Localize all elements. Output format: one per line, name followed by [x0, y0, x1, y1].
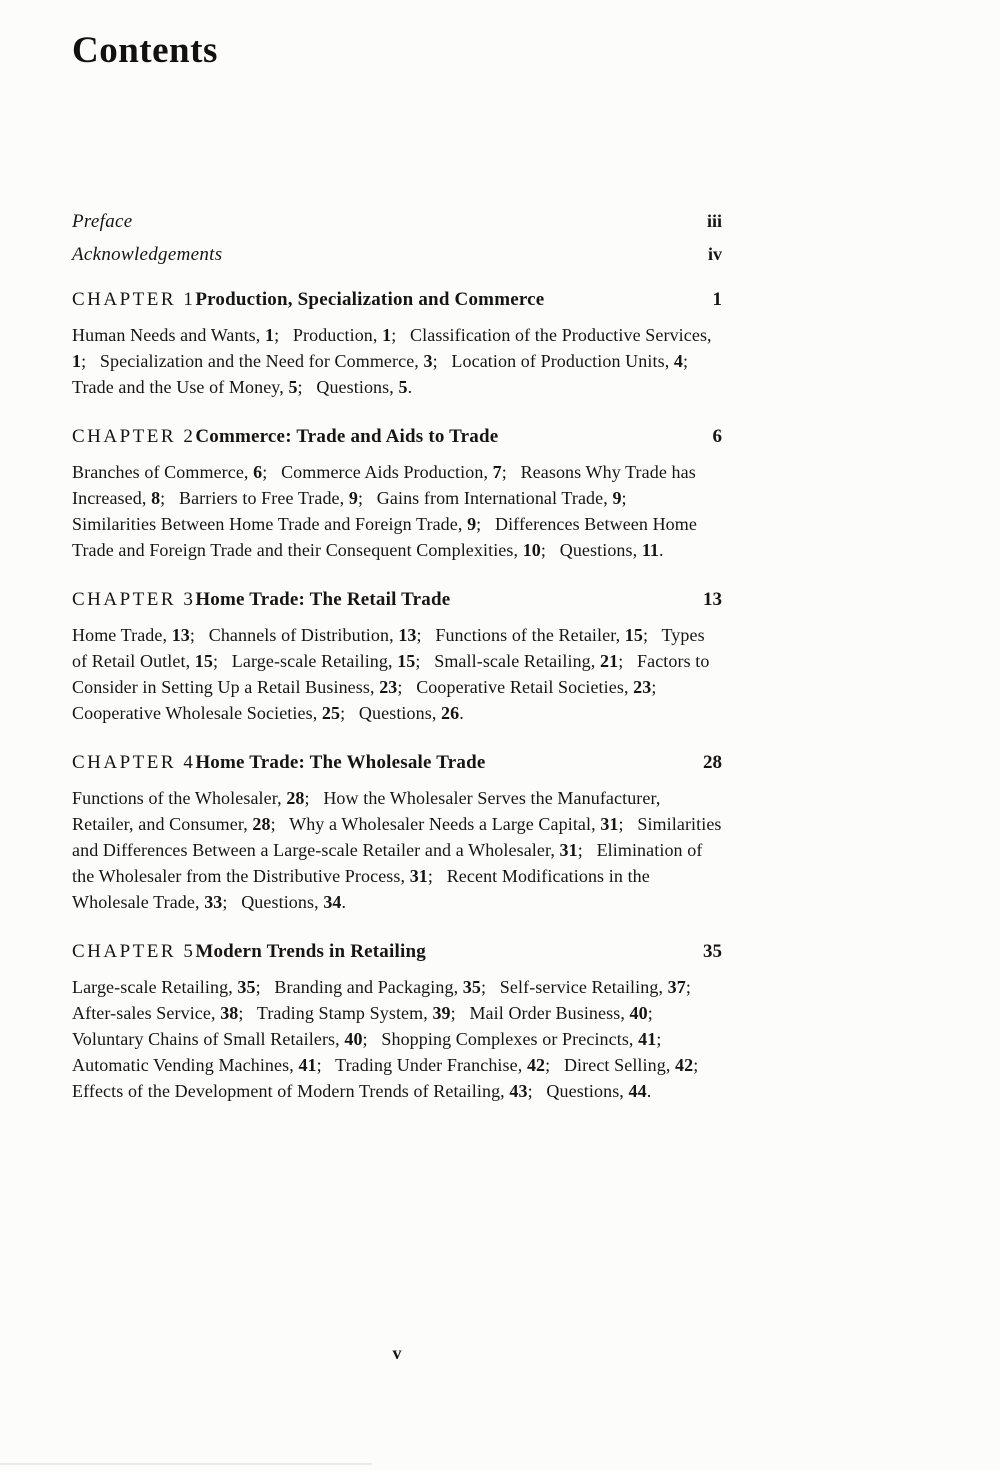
topic-entry: Why a Wholesaler Needs a Large Capital, 31; — [289, 814, 633, 834]
chapter-topics — [72, 622, 722, 726]
topic-page-number: 9 — [467, 514, 477, 534]
topic-entry: After-sales Service, 38; — [72, 1003, 253, 1023]
front-matter-list — [72, 205, 722, 271]
topic-entry: Types of Retail Outlet, 15; — [72, 625, 705, 671]
topic-entry: Voluntary Chains of Small Retailers, 40; — [72, 1029, 377, 1049]
topic-page-number: 3 — [423, 351, 433, 371]
topic-entry: Reasons Why Trade has Increased, 8; — [72, 462, 696, 508]
chapter-title: Home Trade: The Wholesale Trade — [195, 752, 486, 773]
topic-page-number: 40 — [629, 1003, 648, 1023]
topic-entry: Differences Between Home Trade and Foreign Trade and their Consequent Complexities, 10; — [72, 514, 697, 560]
topic-page-number: 28 — [286, 788, 305, 808]
topic-entry: Trading Stamp System, 39; — [256, 1003, 465, 1023]
topic-page-number: 34 — [323, 892, 342, 912]
topic-page-number: 15 — [624, 625, 643, 645]
front-matter-row — [72, 238, 722, 271]
topic-page-number: 4 — [673, 351, 684, 371]
topic-page-number: 31 — [409, 866, 428, 886]
topic-entry: Cooperative Retail Societies, 23; — [416, 677, 666, 697]
topic-page-number: 13 — [398, 625, 417, 645]
topic-page-number: 25 — [321, 703, 341, 723]
topic-page-number: 9 — [348, 488, 358, 508]
chapter-topics — [72, 785, 722, 915]
front-matter-label: Preface — [72, 211, 133, 232]
topic-page-number: 10 — [522, 540, 541, 560]
topic-entry: Gains from International Trade, 9; — [376, 488, 636, 508]
topic-page-number: 13 — [171, 625, 190, 645]
topic-page-number: 41 — [298, 1055, 317, 1075]
chapter-number: CHAPTER 2 — [72, 426, 196, 447]
topic-entry: Questions, 34. — [241, 892, 347, 912]
chapter-page: 13 — [703, 589, 722, 610]
topic-entry: Commerce Aids Production, 7; — [281, 462, 516, 482]
chapter-heading — [72, 750, 722, 776]
chapter-number: CHAPTER 5 — [72, 941, 196, 962]
chapter-title: Commerce: Trade and Aids to Trade — [195, 426, 499, 447]
topic-page-number: 1 — [264, 325, 275, 345]
topic-entry: Trading Under Franchise, 42; — [335, 1055, 560, 1075]
topic-entry: Location of Production Units, 4; — [451, 351, 698, 371]
topic-entry: Functions of the Wholesaler, 28; — [72, 788, 319, 808]
topic-page-number: 6 — [253, 462, 263, 482]
chapter-title: Home Trade: The Retail Trade — [195, 589, 451, 610]
topic-page-number: 31 — [559, 840, 578, 860]
chapter-title: Production, Specialization and Commerce — [195, 289, 545, 310]
topic-page-number: 5 — [398, 377, 408, 397]
topic-page-number: 7 — [492, 462, 502, 482]
topic-entry: How the Wholesaler Serves the Manufacturer, Retailer, and Consumer, 28; — [72, 788, 661, 834]
topic-entry: Cooperative Wholesale Societies, 25; — [72, 703, 355, 723]
topic-page-number: 35 — [237, 977, 256, 997]
front-matter-row — [72, 205, 722, 238]
topic-entry: Automatic Vending Machines, 41; — [72, 1055, 331, 1075]
topic-page-number: 1 — [382, 325, 392, 345]
topic-entry: Direct Selling, 42; — [563, 1055, 708, 1075]
topic-entry: Large-scale Retailing, 15; — [231, 651, 430, 671]
chapter-section — [72, 424, 722, 563]
topic-entry: Functions of the Retailer, 15; — [435, 625, 658, 645]
topic-entry: Questions, 26. — [358, 703, 464, 723]
topic-entry: Barriers to Free Trade, 9; — [178, 488, 373, 508]
chapter-page: 6 — [712, 426, 722, 447]
chapter-heading — [72, 287, 722, 313]
chapter-heading — [72, 587, 722, 613]
chapter-number: CHAPTER 4 — [72, 752, 196, 773]
chapter-topics — [72, 459, 722, 563]
topic-page-number: 11 — [641, 540, 660, 560]
topic-entry: Branding and Packaging, 35; — [274, 977, 496, 997]
front-matter-page: iii — [706, 211, 722, 231]
topic-entry: Production, 1; — [292, 325, 406, 345]
topic-entry: Recent Modifications in the Wholesale Trade, 33; — [72, 866, 650, 912]
topic-entry: Shopping Complexes or Precincts, 41; — [381, 1029, 671, 1049]
topic-entry: Questions, 5. — [316, 377, 413, 397]
topic-page-number: 44 — [628, 1081, 647, 1101]
topic-entry: Classification of the Productive Services, 1; — [72, 325, 712, 371]
chapter-heading — [72, 939, 722, 965]
topic-entry: Human Needs and Wants, 1; — [72, 325, 289, 345]
chapter-page: 28 — [703, 752, 722, 773]
topic-page-number: 39 — [432, 1003, 451, 1023]
chapter-number: CHAPTER 3 — [72, 589, 196, 610]
chapter-page: 35 — [703, 941, 722, 962]
topic-entry: Similarities Between Home Trade and Foreign Trade, 9; — [72, 514, 491, 534]
topic-page-number: 35 — [462, 977, 481, 997]
topic-entry: Similarities and Differences Between a Large-scale Retailer and a Wholesaler, 31; — [72, 814, 722, 860]
chapter-topics — [72, 322, 722, 400]
topic-page-number: 42 — [675, 1055, 694, 1075]
chapter-section — [72, 587, 722, 726]
topic-page-number: 43 — [509, 1081, 528, 1101]
topic-page-number: 28 — [252, 814, 271, 834]
topic-page-number: 15 — [194, 651, 213, 671]
chapter-title: Modern Trends in Retailing — [195, 941, 426, 962]
topic-entry: Channels of Distribution, 13; — [208, 625, 431, 645]
chapter-section — [72, 939, 722, 1104]
topic-entry: Branches of Commerce, 6; — [72, 462, 277, 482]
topic-page-number: 21 — [599, 651, 619, 671]
topic-page-number: 41 — [638, 1029, 657, 1049]
chapter-number: CHAPTER 1 — [72, 289, 196, 310]
topic-page-number: 5 — [288, 377, 298, 397]
topic-page-number: 40 — [344, 1029, 363, 1049]
topic-page-number: 42 — [526, 1055, 546, 1075]
topic-page-number: 8 — [151, 488, 161, 508]
topic-entry: Small-scale Retailing, 21; — [434, 651, 633, 671]
topic-entry: Self-service Retailing, 37; — [499, 977, 701, 997]
chapter-topics — [72, 974, 722, 1104]
topic-entry: Large-scale Retailing, 35; — [72, 977, 270, 997]
chapter-page: 1 — [712, 289, 722, 310]
topic-page-number: 38 — [220, 1003, 239, 1023]
topic-entry: Trade and the Use of Money, 5; — [72, 377, 312, 397]
chapter-section — [72, 750, 722, 915]
topic-entry: Mail Order Business, 40; — [469, 1003, 662, 1023]
topic-entry: Questions, 11. — [559, 540, 664, 560]
topic-entry: Factors to Consider in Setting Up a Retail Business, 23; — [72, 651, 710, 697]
scan-artifact-line — [0, 1463, 372, 1465]
chapters-list — [72, 287, 722, 1104]
footer-page-number: v — [392, 1343, 402, 1363]
page-title: Contents — [72, 30, 218, 71]
topic-page-number: 1 — [72, 351, 82, 371]
topic-entry: Elimination of the Wholesaler from the Distributive Process, 31; — [72, 840, 703, 886]
topic-page-number: 31 — [600, 814, 619, 834]
topic-entry: Specialization and the Need for Commerce, 3; — [99, 351, 447, 371]
topic-entry: Effects of the Development of Modern Trends of Retailing, 43; — [72, 1081, 542, 1101]
topic-page-number: 15 — [397, 651, 416, 671]
front-matter-page: iv — [707, 244, 722, 264]
topic-page-number: 23 — [633, 677, 652, 697]
topic-entry: Home Trade, 13; — [72, 625, 205, 645]
chapter-section — [72, 287, 722, 400]
topic-page-number: 9 — [612, 488, 622, 508]
chapter-heading — [72, 424, 722, 450]
topic-page-number: 37 — [667, 977, 686, 997]
topic-entry: Questions, 44. — [546, 1081, 652, 1101]
front-matter-label: Acknowledgements — [72, 244, 223, 265]
topic-page-number: 26 — [441, 703, 460, 723]
topic-page-number: 33 — [204, 892, 223, 912]
topic-page-number: 23 — [379, 677, 398, 697]
